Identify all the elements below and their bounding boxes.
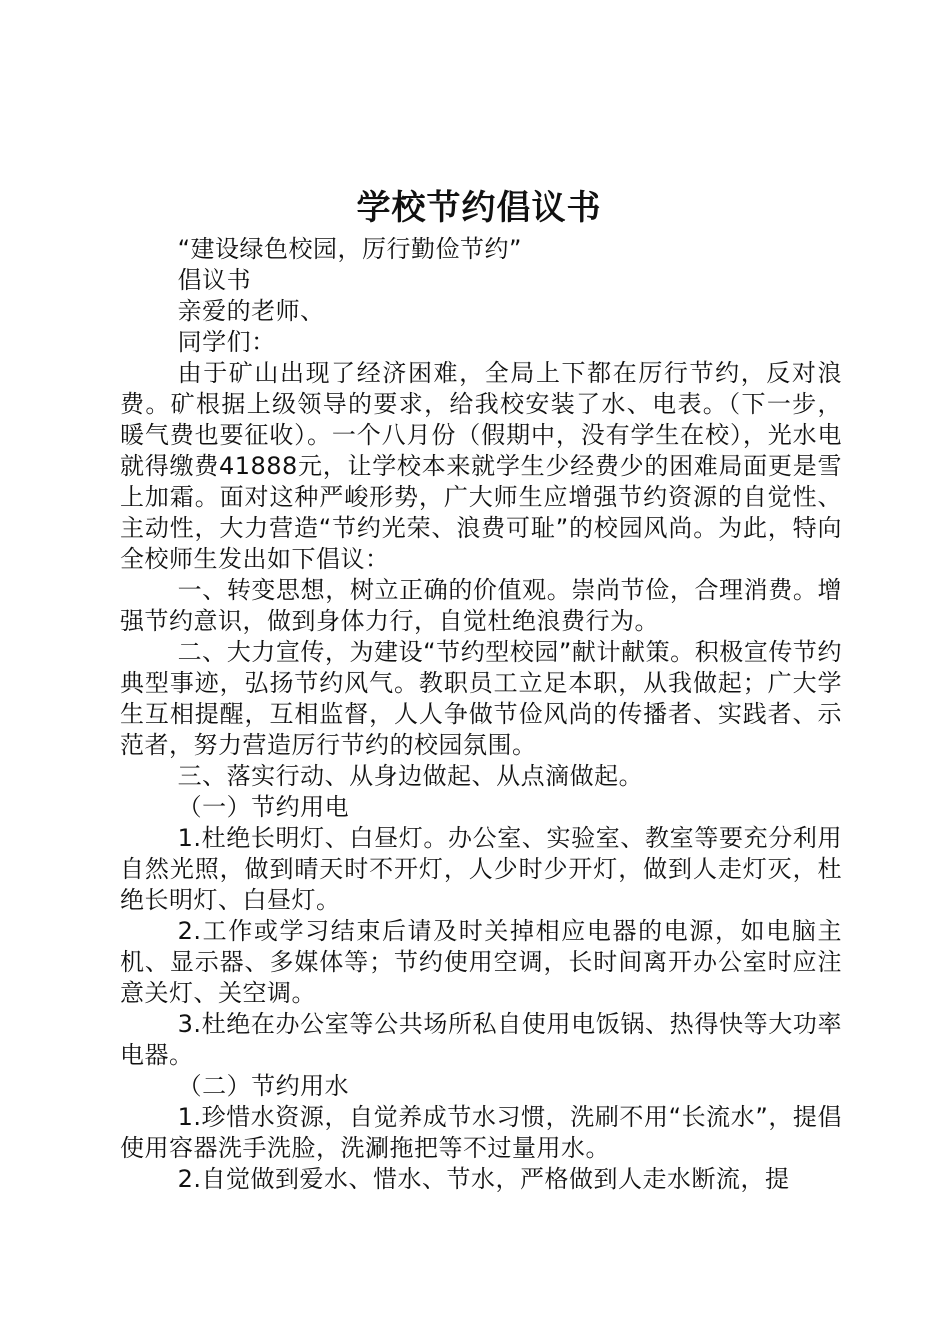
- heading-paragraph: 倡议书: [177, 266, 252, 294]
- proposal-2-paragraph: 二、大力宣传，为建设“节约型校园”献计献策。积极宣传节约典型事迹，弘扬节约风气。教职员工立足本职，从我做起；广大学生互相提醒，互相监督，人人争做节俭风尚的传播者、实践者、示范者，努力营造厉行节约的校园氛围。: [120, 638, 842, 759]
- proposal-3-paragraph: 三、落实行动、从身边做起、从点滴做起。: [177, 762, 644, 790]
- section-water-heading: （二）节约用水: [177, 1072, 350, 1100]
- electricity-item-2: 2.工作或学习结束后请及时关掉相应电器的电源，如电脑主机、显示器、多媒体等；节约使用空调，长时间离开办公室时应注意关灯、关空调。: [120, 917, 842, 1007]
- salutation-line-2: 同学们：: [177, 328, 276, 356]
- water-item-2: 2.自觉做到爱水、惜水、节水，严格做到人走水断流，提: [177, 1165, 790, 1193]
- document-body: [120, 234, 842, 1195]
- electricity-item-3: 3.杜绝在办公室等公共场所私自使用电饭锅、热得快等大功率电器。: [120, 1010, 842, 1069]
- slogan-paragraph: “建设绿色校园，厉行勤俭节约”: [177, 235, 522, 263]
- salutation-line-1: 亲爱的老师、: [177, 297, 325, 325]
- electricity-item-1: 1.杜绝长明灯、白昼灯。办公室、实验室、教室等要充分利用自然光照，做到晴天时不开灯，人少时少开灯，做到人走灯灭，杜绝长明灯、白昼灯。: [120, 824, 842, 914]
- intro-paragraph: 由于矿山出现了经济困难，全局上下都在厉行节约，反对浪费。矿根据上级领导的要求，给我校安装了水、电表。（下一步，暖气费也要征收）。一个八月份（假期中，没有学生在校），光水电就得缴费41888元，让学校本来就学生少经费少的困难局面更是雪上加霜。面对这种严峻形势，广大师生应增强节约资源的自觉性、主动性，大力营造“节约光荣、浪费可耻”的校园风尚。为此，特向全校师生发出如下倡议：: [120, 359, 842, 573]
- proposal-1-paragraph: 一、转变思想，树立正确的价值观。崇尚节俭，合理消费。增强节约意识，做到身体力行，自觉杜绝浪费行为。: [120, 576, 842, 635]
- document-title: 学校节约倡议书: [356, 188, 602, 228]
- section-electricity-heading: （一）节约用电: [177, 793, 350, 821]
- water-item-1: 1.珍惜水资源，自觉养成节水习惯，洗刷不用“长流水”，提倡使用容器洗手洗脸，洗涮拖把等不过量用水。: [120, 1103, 842, 1162]
